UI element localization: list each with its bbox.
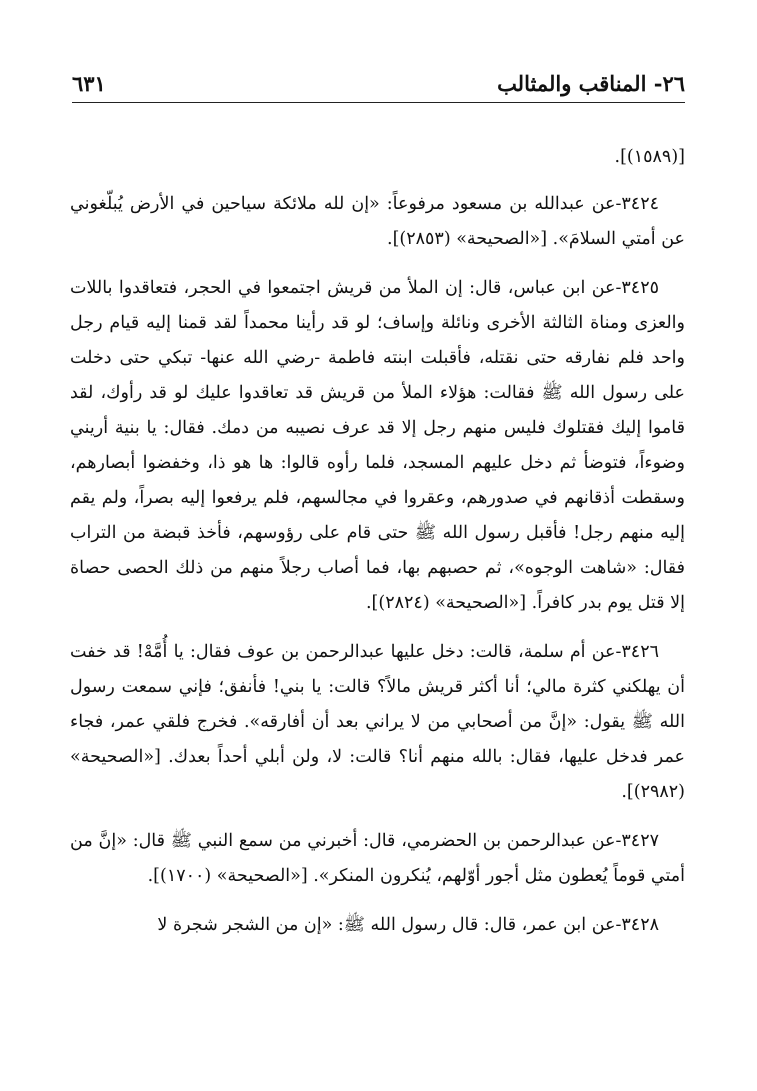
hadith-text: -عن ابن عباس، قال: إن الملأ من قريش اجتمعوا في الحجر، فتعاقدوا باللات والعزى ومناة الثالثة الأخرى ونائلة وإساف؛ لو قد رأينا محمداً لقد قمنا إليه قيام رجل واحد فلم نفارقه حتى نقتله، فأقبلت ابنته فاطمة -رضي الله عنها- تبكي حتى دخلت على رسول الله ﷺ فقالت: هؤلاء الملأ من قريش قد تعاقدوا عليك لو قد رأوك، لقد قاموا إليك فقتلوك فليس منهم رجل إلا قد عرف نصيبه من دمك. فقال: يا بنية أريني وضوءاً، فتوضأ ثم دخل عليهم المسجد، فلما رأوه قالوا: ها هو ذا، وخفضوا أبصارهم، وسقطت أذقانهم في صدورهم، وعقروا في مجالسهم، فلم يرفعوا إليه بصراً، ولم يقم إليه منهم رجل! فأقبل رسول الله ﷺ حتى قام على رؤوسهم، فأخذ قبضة من التراب فقال: «شاهت الوجوه»، ثم حصبهم بها، فما أصاب رجلاً منهم من ذلك الحصى حصاة إلا قتل يوم بدر كافراً. [«الصحيحة» (٢٨٢٤)].: [70, 278, 685, 613]
hadith-number: ٣٤٢٨: [621, 915, 659, 935]
hadith-text: -عن أم سلمة، قالت: دخل عليها عبدالرحمن بن عوف فقال: يا أُمَّهْ! قد خفت أن يهلكني كثرة مالي؛ أنا أكثر قريش مالاً؟ قالت: يا بني! فأنفق؛ فإني سمعت رسول الله ﷺ يقول: «إنَّ من أصحابي من لا يراني بعد أن أفارقه». فخرج فلقي عمر، فجاء عمر فدخل عليها، فقال: بالله منهم أنا؟ قالت: لا، ولن أبلي أحداً بعدك. [«الصحيحة» (٢٩٨٢)].: [70, 642, 685, 802]
hadith-text: -عن عبدالرحمن بن الحضرمي، قال: أخبرني من سمع النبي ﷺ قال: «إنَّ من أمتي قوماً يُعطون مثل أجور أوّلهم، يُنكرون المنكر». [«الصحيحة» (١٧٠٠)].: [70, 831, 685, 886]
hadith-3426: [70, 635, 685, 810]
hadith-number: ٣٤٢٦: [621, 642, 659, 662]
hadith-text: -عن ابن عمر، قال: قال رسول الله ﷺ: «إن من الشجر شجرة لا: [157, 915, 622, 935]
hadith-3427: [70, 824, 685, 894]
hadith-3425: [70, 271, 685, 621]
page-body: [70, 140, 685, 957]
hadith-3428: [70, 908, 685, 943]
hadith-3424: [70, 187, 685, 257]
page-header: [72, 62, 685, 103]
hadith-text: -عن عبدالله بن مسعود مرفوعاً: «إن لله ملائكة سياحين في الأرض يُبلّغوني عن أمتي السلامَ». [«الصحيحة» (٢٨٥٣)].: [70, 194, 685, 249]
hadith-number: ٣٤٢٥: [621, 278, 659, 298]
chapter-title: ٢٦- المناقب والمثالب: [497, 71, 685, 96]
hadith-number: ٣٤٢٧: [621, 831, 659, 851]
continued-fragment: [(١٥٨٩)].: [614, 147, 685, 167]
page-number: ٦٣١: [72, 71, 106, 96]
hadith-number: ٣٤٢٤: [621, 194, 659, 214]
